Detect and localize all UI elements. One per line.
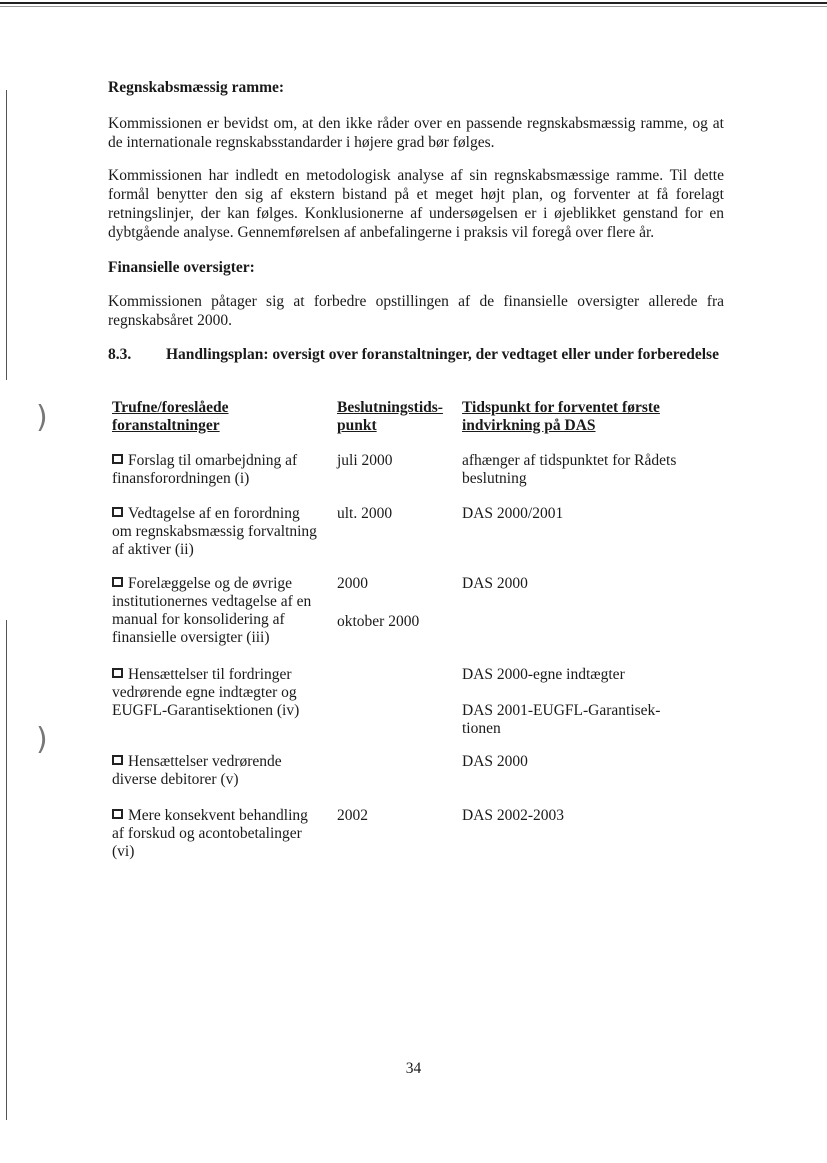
measure-line-text: Hensættelser vedrørende <box>128 753 282 770</box>
column-header-effect-l2: indvirkning på DAS <box>462 417 596 434</box>
page-number: 34 <box>405 1060 422 1077</box>
measure-line-text: Vedtagelse af en forordning <box>128 505 300 522</box>
measure-line <box>112 753 332 771</box>
table-row-effect: DAS 2002-2003 <box>462 807 565 824</box>
table-row-effect: DAS 2000/2001 <box>462 505 564 522</box>
square-bullet-icon <box>112 668 123 678</box>
measure-line <box>112 505 332 523</box>
measure-line: finansielle oversigter (iii) <box>112 629 270 646</box>
table-row-measure <box>112 575 332 647</box>
column-header-measures-l2: foranstaltninger <box>112 417 220 434</box>
column-header-effect-l1: Tidspunkt for forventet første <box>462 399 660 416</box>
measure-line: finansforordningen (i) <box>112 470 250 487</box>
table-row-effect: beslutning <box>462 470 527 487</box>
square-bullet-icon <box>112 507 123 517</box>
measure-line: af aktiver (ii) <box>112 541 194 558</box>
top-border <box>0 2 827 4</box>
measure-line: EUGFL-Garantisektionen (iv) <box>112 702 300 719</box>
measure-line-text: Forslag til omarbejdning af <box>128 452 298 469</box>
measure-line: om regnskabsmæssig forvaltning <box>112 523 317 540</box>
column-header-decision-l1: Beslutningstids- <box>337 399 443 416</box>
table-row-effect: DAS 2000-egne indtægter <box>462 666 625 683</box>
table-row-effect: afhænger af tidspunktet for Rådets <box>462 452 677 469</box>
column-header-decision-l2: punkt <box>337 417 377 434</box>
table-row-decision: 2000 <box>337 575 368 592</box>
column-header-measures <box>112 399 229 435</box>
financial-text: Kommissionen påtager sig at forbedre opstillingen af de finansielle oversigter allerede fra regnskabsåret 2000. <box>108 293 724 329</box>
table-row-decision: oktober 2000 <box>337 613 420 630</box>
measure-line: manual for konsolidering af <box>112 611 285 628</box>
framework-heading: Regnskabsmæssig ramme: <box>108 79 285 96</box>
section-number: 8.3. <box>108 346 132 363</box>
top-border-thin <box>0 6 827 7</box>
measure-line <box>112 575 332 593</box>
framework-text-2: Kommissionen har indledt en metodologisk analyse af sin regnskabsmæssige ramme. Til dette formål benytter den sig af ekstern bistand på et meget højt plan, og forventer at få forelagt retningslinjer, der kan følges. Konklusionerne af undersøgelsen er i øjeblikket genstand for en dybtgående analyse. Gennemførelsen af anbefalingerne i praksis vil foregå over flere år. <box>108 167 724 241</box>
table-row-measure <box>112 753 332 789</box>
square-bullet-icon <box>112 755 123 765</box>
binder-hole-mark-lower: ) <box>36 722 48 757</box>
financial-heading-block <box>108 258 724 277</box>
column-header-effect <box>462 399 660 435</box>
binder-hole-mark: ) <box>36 400 48 435</box>
table-row-decision: juli 2000 <box>337 452 393 469</box>
table-row-decision: 2002 <box>337 807 368 824</box>
framework-text-1: Kommissionen er bevidst om, at den ikke råder over en passende regnskabsmæssig ramme, og at de internationale regnskabsstandarder i højere grad bør følges. <box>108 115 724 151</box>
financial-paragraph <box>108 292 724 330</box>
table-row-effect: DAS 2000 <box>462 753 528 770</box>
table-row-decision: ult. 2000 <box>337 505 393 522</box>
table-row-effect: DAS 2000 <box>462 575 528 592</box>
table-row-measure <box>112 505 332 559</box>
measure-line <box>112 452 332 470</box>
measure-line: af forskud og acontobetalinger <box>112 825 302 842</box>
measure-line: diverse debitorer (v) <box>112 771 239 788</box>
square-bullet-icon <box>112 809 123 819</box>
left-margin-scan-line <box>6 90 7 380</box>
measure-line: institutionernes vedtagelse af en <box>112 593 312 610</box>
table-row-effect: DAS 2001-EUGFL-Garantisek- <box>462 702 661 719</box>
measure-line: vedrørende egne indtægter og <box>112 684 297 701</box>
column-header-decision <box>337 399 443 435</box>
table-row-measure <box>112 452 332 488</box>
measure-line-text: Hensættelser til fordringer <box>128 666 292 683</box>
square-bullet-icon <box>112 454 123 464</box>
framework-heading-block <box>108 78 724 97</box>
square-bullet-icon <box>112 577 123 587</box>
table-row-measure <box>112 666 332 720</box>
table-row-effect: tionen <box>462 720 501 737</box>
table-row-measure <box>112 807 332 861</box>
left-margin-scan-line-lower <box>6 620 7 1120</box>
measure-line <box>112 807 332 825</box>
section-title: Handlingsplan: oversigt over foranstaltninger, der vedtaget eller under forberedelse <box>166 346 719 363</box>
financial-heading: Finansielle oversigter: <box>108 259 255 276</box>
framework-paragraph-1 <box>108 114 724 152</box>
measure-line-text: Mere konsekvent behandling <box>128 807 308 824</box>
measure-line <box>112 666 332 684</box>
framework-paragraph-2 <box>108 166 724 242</box>
measure-line: (vi) <box>112 843 135 860</box>
measure-line-text: Forelæggelse og de øvrige <box>128 575 293 592</box>
column-header-measures-l1: Trufne/foreslåede <box>112 399 229 416</box>
